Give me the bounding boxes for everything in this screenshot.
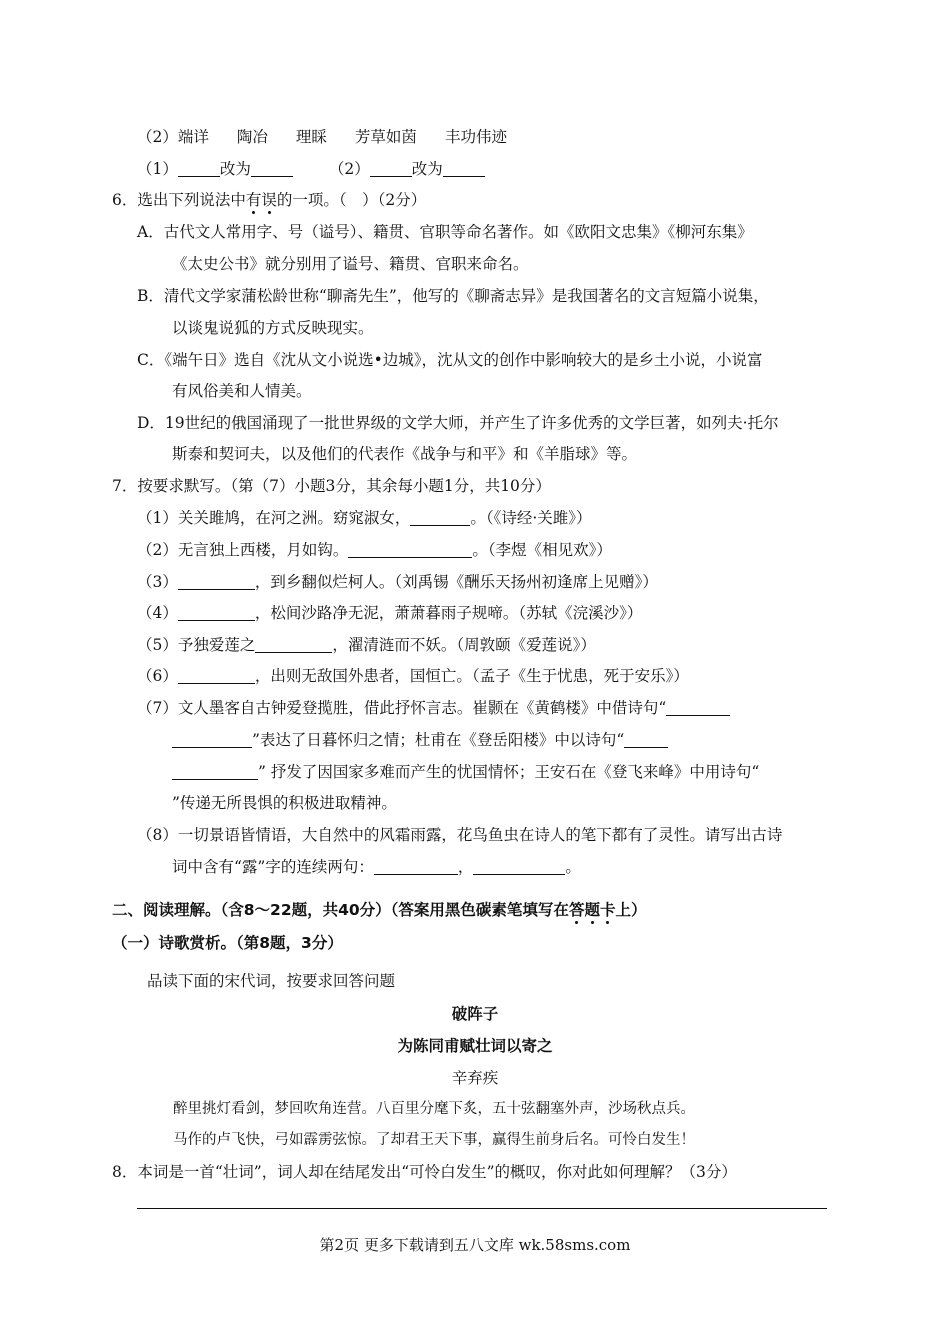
poem-author: 辛弃疾 (451, 1069, 499, 1087)
emphasis-dot-char: 答 (568, 901, 585, 919)
emphasis-dot-char: 卡 (599, 901, 616, 919)
q7-item-1: （1）关关雎鸠，在河之洲。窈窕淑女， 。（《诗经·关雎》） (137, 509, 592, 527)
q5-word: 端详 (177, 128, 209, 146)
answer-blank[interactable] (410, 509, 470, 526)
q5-word: 理睬 (295, 128, 327, 146)
q7-item-7-cont3: ”传递无所畏惧的积极进取精神。 (172, 794, 397, 812)
answer-line[interactable] (137, 1208, 827, 1209)
q6-stem: 6．选出下列说法中有误的一项。（ ）（2分） (112, 191, 427, 209)
q7-item-2: （2）无言独上西楼，月如钩。 。（李煜《相见欢》） (137, 541, 612, 559)
q6-option-c-cont: 有风俗美和人情美。 (172, 382, 312, 400)
emphasis-dot-char: 误 (261, 191, 277, 209)
q6-option-b: B．清代文学家蒲松龄世称“聊斋先生”，他写的《聊斋志异》是我国著名的文言短篇小说集， (137, 287, 769, 305)
answer-blank[interactable] (178, 573, 255, 590)
answer-blank[interactable] (172, 731, 252, 748)
answer-blank[interactable] (370, 160, 412, 177)
q6-option-d-cont: 斯泰和契诃夫，以及他们的代表作《战争与和平》和《羊脂球》等。 (172, 445, 638, 463)
answer-blank[interactable] (374, 858, 458, 875)
answer-blank[interactable] (624, 731, 668, 748)
answer-blank[interactable] (348, 541, 472, 558)
poem-subtitle: 为陈同甫赋壮词以寄之 (397, 1037, 553, 1055)
q7-item-7-cont1: ”表达了日暮怀归之情；杜甫在《登岳阳楼》中以诗句“ (172, 729, 668, 751)
q7-stem: 7．按要求默写。（第（7）小题3分，其余每小题1分，共10分） (112, 477, 551, 495)
answer-blank[interactable] (251, 160, 293, 177)
q6-option-d: D．19世纪的俄国涌现了一批世界级的文学大师，并产生了许多优秀的文学巨著，如列夫·托尔 (137, 414, 779, 432)
q7-item-7-cont2: ” 抒发了因国家多难而产生的忧国情怀；王安石在《登飞来峰》中用诗句“ (172, 761, 759, 783)
q7-item-8: （8）一切景语皆情语，大自然中的风霜雨露，花鸟鱼虫在诗人的笔下都有了灵性。请写出古诗 (137, 826, 783, 844)
q6-option-a: A．古代文人常用字、号（谥号）、籍贯、官职等命名著作。如《欧阳文忠集》《柳河东集》 (137, 223, 753, 241)
answer-blank[interactable] (255, 636, 332, 653)
poem-intro: 品读下面的宋代词，按要求回答问题 (147, 972, 396, 990)
q5-word: 丰功伟迹 (444, 128, 507, 146)
section-2-title: 二、阅读理解。（含8～22题，共40分）（答案用黑色碳素笔填写在答题卡上） (112, 901, 647, 919)
page-footer: 第2页 更多下载请到五八文库 wk.58sms.com (319, 1236, 631, 1254)
q6-option-a-cont: 《太史公书》就分别用了谥号、籍贯、官职来命名。 (172, 255, 529, 273)
answer-blank[interactable] (443, 160, 485, 177)
q7-item-5: （5）予独爱莲之 ，濯清涟而不妖。（周敦颐《爱莲说》） (137, 636, 596, 654)
answer-blank[interactable] (172, 763, 258, 780)
q6-option-b-cont: 以谈鬼说狐的方式反映现实。 (172, 319, 374, 337)
answer-blank[interactable] (178, 604, 255, 621)
answer-blank[interactable] (473, 858, 565, 875)
emphasis-dot-char: 有 (245, 191, 262, 209)
q7-item-4: （4） ，松间沙路净无泥，萧萧暮雨子规啼。（苏轼《浣溪沙》） (137, 604, 643, 622)
q5-word-list: （2）端详 陶冶 理睬 芳草如茵 丰功伟迹 (137, 128, 507, 146)
poem-title: 破阵子 (451, 1005, 499, 1023)
poem-line-2: 马作的卢飞快，弓如霹雳弦惊。了却君王天下事，赢得生前身后名。可怜白发生！ (173, 1132, 695, 1148)
q5-answer-line: （1） 改为 （2） 改为 (137, 158, 485, 180)
answer-blank[interactable] (178, 667, 255, 684)
emphasis-dot-char: 题 (584, 901, 600, 919)
q7-item-8-cont: 词中含有“露”字的连续两句： ， 。 (172, 858, 581, 876)
q7-item-7: （7）文人墨客自古钟爱登揽胜，借此抒怀言志。崔颢在《黄鹤楼》中借诗句“ (137, 697, 730, 719)
poem-line-1: 醉里挑灯看剑，梦回吹角连营。八百里分麾下炙，五十弦翻塞外声，沙场秋点兵。 (173, 1101, 695, 1117)
q7-item-3: （3） ，到乡翻似烂柯人。（刘禹锡《酬乐天扬州初逢席上见赠》） (137, 573, 658, 591)
answer-blank[interactable] (666, 699, 730, 716)
answer-blank[interactable] (178, 160, 220, 177)
section-2-subtitle: （一）诗歌赏析。（第8题，3分） (112, 934, 343, 952)
q5-word: 芳草如茵 (354, 128, 417, 146)
q5-word: 陶冶 (236, 128, 268, 146)
q7-item-6: （6） ，出则无敌国外患者，国恒亡。（孟子《生于忧患，死于安乐》） (137, 667, 689, 685)
q6-option-c: C．《端午日》选自《沈从文小说选•边城》，沈从文的创作中影响较大的是乡土小说，小说富 (137, 351, 763, 369)
q8-stem: 8．本词是一首“壮词”，词人却在结尾发出“可怜白发生”的概叹，你对此如何理解？（3分） (112, 1163, 737, 1181)
